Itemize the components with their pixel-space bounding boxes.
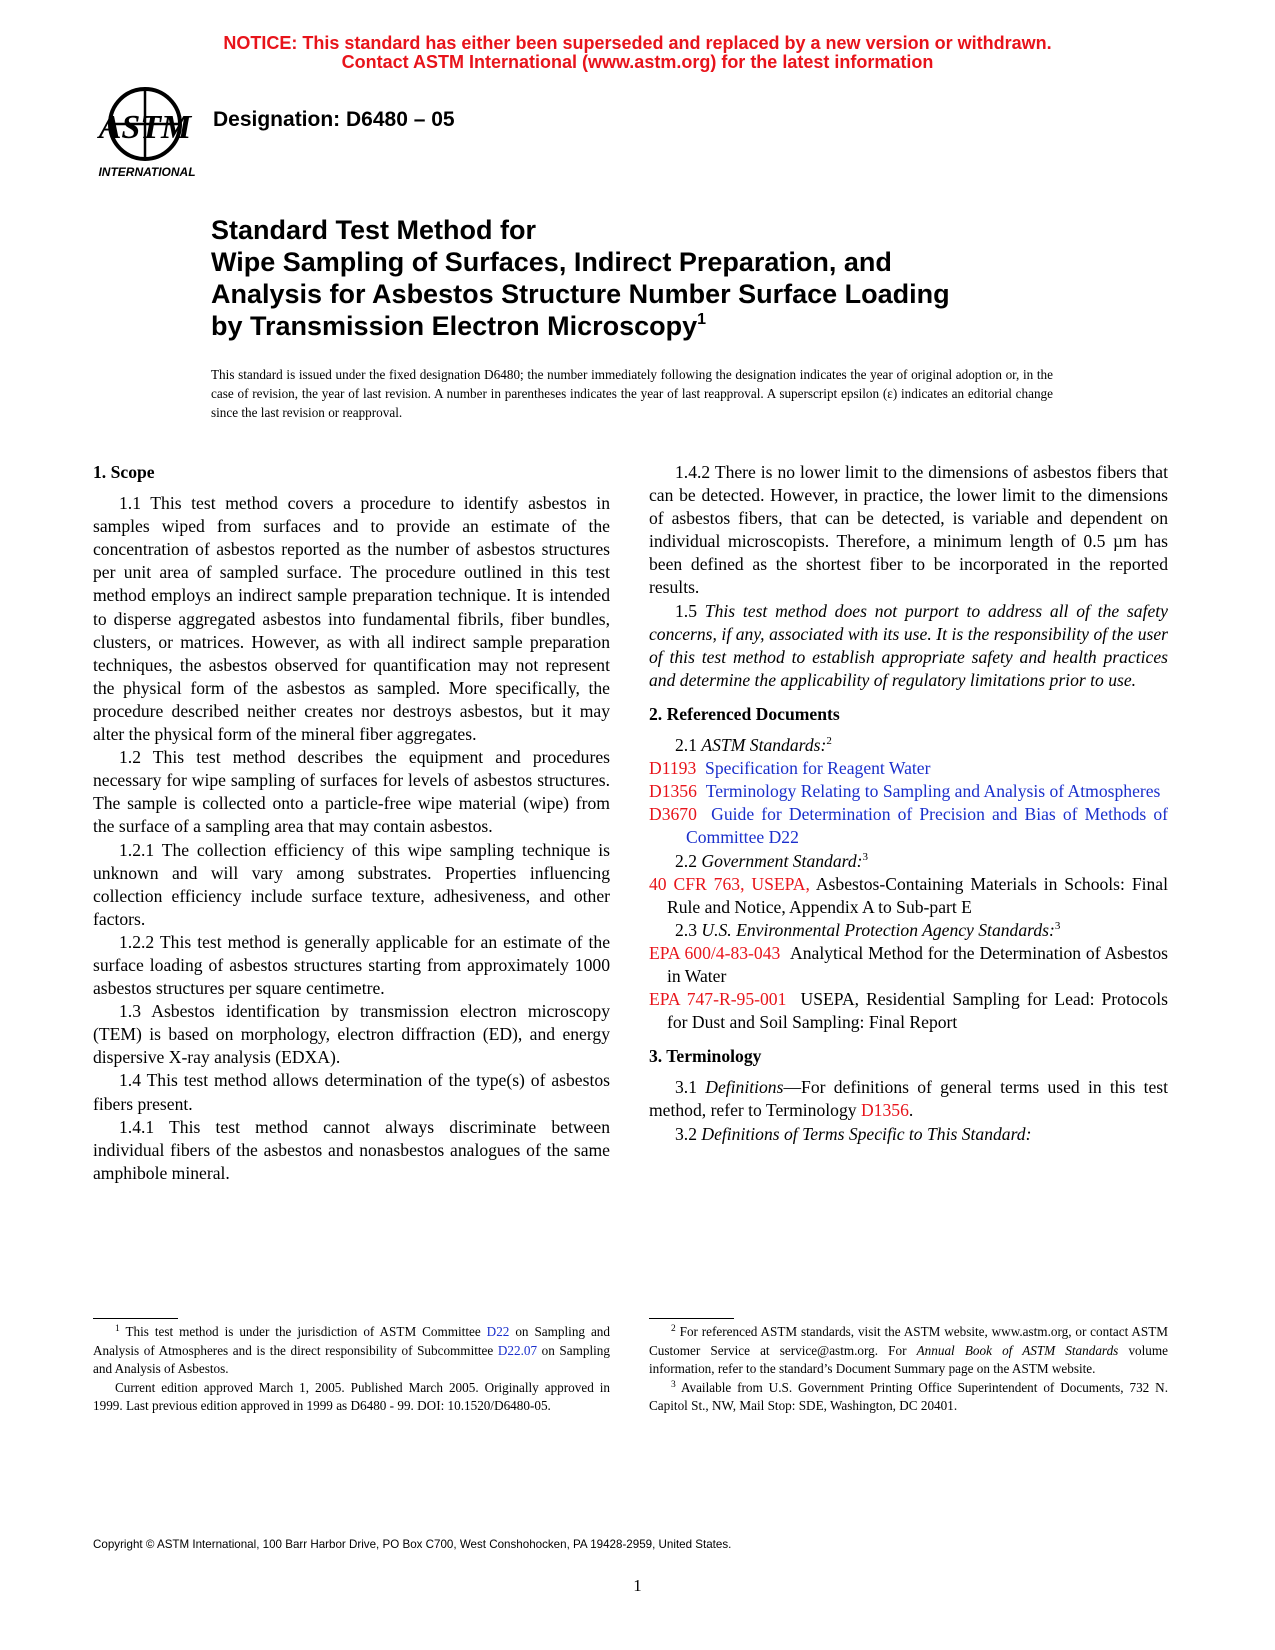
paragraph-2-2	[649, 850, 1168, 873]
footnote-1-text-c: on Sampling and Analysis of Asbestos.	[93, 1342, 610, 1376]
footnote-3-text: Available from U.S. Government Printing Office Superintendent of Documents, 732 N. Capitol St., NW, Mail Stop: SDE, Washington, DC 20401.	[649, 1379, 1168, 1413]
footnotes-left	[93, 1323, 610, 1416]
paragraph-3-1	[649, 1076, 1168, 1122]
title-line-4: by Transmission Electron Microscopy	[211, 311, 698, 341]
d3670-link[interactable]: D3670	[649, 804, 697, 825]
issued-note: This standard is issued under the fixed designation D6480; the number immediately following the designation indicates the year of original adoption or, in the case of revision, the year of last revision. A number in parentheses indicates the year of last reapproval. A superscript epsilon (ε) indicates an editorial change since the last revision or reapproval.	[211, 367, 1053, 420]
d1356-inline-link[interactable]: D1356	[860, 1100, 909, 1121]
d1193-title-link[interactable]: Specification for Reagent Water	[705, 758, 931, 779]
epa-600-link[interactable]: EPA 600/4-83-043	[649, 942, 781, 963]
d1356-title-link[interactable]: Terminology Relating to Sampling and Analysis of Atmospheres	[705, 781, 1161, 802]
paragraph-2-1-label: ASTM Standards:	[701, 735, 827, 756]
d3670-title-link[interactable]: Guide for Determination of Precision and Bias of Methods of Committee D22	[686, 804, 1169, 848]
footnote-2-text-a: For referenced ASTM standards, visit the ASTM website, www.astm.org, or contact ASTM Customer Service at service@astm.org. For	[649, 1324, 1169, 1358]
title-line-3: Analysis for Asbestos Structure Number Surface Loading	[211, 279, 950, 309]
title-line-2: Wipe Sampling of Surfaces, Indirect Preparation, and	[211, 247, 892, 277]
reference-epa-747	[649, 988, 1168, 1034]
d22-07-link[interactable]: D22.07	[497, 1342, 538, 1358]
copyright-line: Copyright © ASTM International, 100 Barr Harbor Drive, PO Box C700, West Conshohocken, PA 19428-2959, United States.	[93, 1538, 732, 1551]
footnote-ref-2: 2	[826, 735, 832, 748]
astm-international-logo	[95, 86, 199, 182]
page-number: 1	[633, 1576, 642, 1595]
footnote-2-mark: 2	[671, 1324, 676, 1334]
footnote-3	[649, 1379, 1168, 1416]
paragraph-3-2	[649, 1123, 1168, 1146]
epa-747-title: USEPA, Residential Sampling for Lead: Protocols for Dust and Soil Sampling: Final Report	[667, 989, 1168, 1033]
cfr-link[interactable]: 40 CFR 763, USEPA,	[649, 873, 810, 894]
reference-epa-600	[649, 942, 1168, 988]
paragraph-1-3: 1.3 Asbestos identification by transmission electron microscopy (TEM) is based on morphology, electron diffraction (ED), and energy dispersive X-ray analysis (EDXA).	[93, 1001, 610, 1068]
paragraph-2-3-number: 2.3	[675, 919, 702, 940]
footnote-1-edition: Current edition approved March 1, 2005. Published March 2005. Originally approved in 1999. Last previous edition approved in 1999 as D6480 - 99. DOI: 10.1520/D6480-05.	[93, 1379, 610, 1413]
paragraph-3-1-end: .	[908, 1100, 914, 1121]
footnote-divider-left	[93, 1318, 178, 1319]
reference-d3670	[649, 803, 1168, 849]
footnote-divider-right	[649, 1318, 734, 1319]
footnote-3-mark: 3	[671, 1379, 676, 1390]
document-title	[211, 214, 1111, 342]
reference-d1356	[649, 780, 1168, 803]
paragraph-3-1-label: Definitions	[705, 1077, 784, 1098]
paragraph-2-3-label: U.S. Environmental Protection Agency Standards:	[701, 919, 1055, 940]
footnote-ref-3: 3	[862, 850, 868, 863]
d1356-link[interactable]: D1356	[649, 781, 697, 802]
logo-subtitle-text: INTERNATIONAL	[98, 165, 196, 179]
footnote-ref-3b: 3	[1054, 919, 1061, 932]
paragraph-2-3	[649, 919, 1168, 942]
paragraph-2-2-label: Government Standard:	[701, 850, 863, 871]
paragraph-2-1	[649, 734, 1168, 757]
section-heading-scope: 1. Scope	[93, 462, 155, 482]
logo-brand-text: ASTM	[98, 109, 192, 146]
footnote-2-text-b: volume information, refer to the standard’s Document Summary page on the ASTM website.	[649, 1342, 1168, 1376]
section-heading-terminology: 3. Terminology	[649, 1046, 762, 1067]
paragraph-1-1: 1.1 This test method covers a procedure to identify asbestos in samples wiped from surfaces and to provide an estimate of the concentration of asbestos reported as the number of asbestos structures per unit area of sampled surface. The procedure outlined in this test method employs an indirect sample preparation technique. It is intended to disperse aggregated asbestos into fundamental fibrils, fiber bundles, clusters, or matrices. However, as with all indirect sample preparation techniques, the asbestos observed for quantification may not represent the physical form of the asbestos as sampled. More specifically, the procedure described neither creates nor destroys asbestos, but it may alter the physical form of the mineral fiber aggregates.	[93, 493, 610, 745]
paragraph-2-1-number: 2.1	[675, 735, 702, 756]
reference-40-cfr-763	[649, 873, 1168, 919]
paragraph-1-2-1: 1.2.1 The collection efficiency of this wipe sampling technique is unknown and will vary among substrates. Properties influencing collection efficiency include surface texture, adhesiveness, and other factors.	[93, 839, 610, 929]
notice-line-2: Contact ASTM International (www.astm.org) for the latest information	[341, 52, 934, 72]
designation: Designation: D6480 – 05	[213, 108, 455, 131]
section-heading-referenced-documents: 2. Referenced Documents	[649, 703, 840, 724]
paragraph-1-2: 1.2 This test method describes the equipment and procedures necessary for wipe sampling of surfaces for levels of asbestos structures. The sample is collected onto a particle-free wipe material (wipe) from the surface of a sampling area that may contain asbestos.	[93, 747, 610, 837]
footnotes-right	[649, 1323, 1168, 1416]
safety-caveat: This test method does not purport to address all of the safety concerns, if any, associated with its use. It is the responsibility of the user of this test method to establish appropriate safety and health practices and determine the applicability of regulatory limitations prior to use.	[649, 600, 1168, 690]
epa-600-title: Analytical Method for the Determination of Asbestos in Water	[667, 942, 1169, 986]
paragraph-1-4-1: 1.4.1 This test method cannot always discriminate between individual fibers of the asbestos and nonasbestos analogues of the same amphibole mineral.	[93, 1116, 610, 1183]
reference-d1193	[649, 757, 1168, 780]
footnote-1-mark: 1	[115, 1324, 120, 1334]
footnote-1-text-a: This test method is under the jurisdiction of ASTM Committee	[125, 1324, 487, 1339]
title-footnote-mark: 1	[697, 311, 707, 328]
footnote-2	[649, 1323, 1168, 1379]
epa-747-link[interactable]: EPA 747-R-95-001	[649, 989, 787, 1010]
left-column	[93, 461, 610, 1185]
paragraph-1-5	[649, 600, 1168, 692]
paragraph-3-2-number: 3.2	[675, 1123, 702, 1144]
paragraph-1-4: 1.4 This test method allows determination of the type(s) of asbestos fibers present.	[93, 1070, 610, 1114]
paragraph-3-1-text: —For definitions of general terms used in this test method, refer to Terminology	[649, 1077, 1169, 1121]
paragraph-1-5-number: 1.5	[675, 600, 705, 621]
d1193-link[interactable]: D1193	[649, 758, 697, 779]
footnote-2-book-title: Annual Book of ASTM Standards	[916, 1342, 1119, 1358]
footnote-1-text-b: on Sampling and Analysis of Atmospheres and is the direct responsibility of Subcommittee	[93, 1324, 610, 1358]
right-column	[649, 461, 1168, 1146]
supersede-notice	[0, 34, 1275, 72]
paragraph-3-1-number: 3.1	[675, 1077, 706, 1098]
paragraph-2-2-number: 2.2	[675, 850, 702, 871]
footnote-1	[93, 1323, 610, 1379]
notice-line-1: NOTICE: This standard has either been superseded and replaced by a new version or withdrawn.	[223, 33, 1052, 53]
d22-link[interactable]: D22	[486, 1324, 510, 1339]
paragraph-3-2-label: Definitions of Terms Specific to This Standard:	[701, 1123, 1032, 1144]
paragraph-1-2-2: 1.2.2 This test method is generally applicable for an estimate of the surface loading of asbestos structures starting from approximately 1000 asbestos structures per square centimetre.	[93, 931, 610, 999]
cfr-title: Asbestos-Containing Materials in Schools: Final Rule and Notice, Appendix A to Sub-part E	[667, 873, 1168, 917]
title-line-1: Standard Test Method for	[211, 215, 537, 245]
paragraph-1-4-2: 1.4.2 There is no lower limit to the dimensions of asbestos fibers that can be detected. However, in practice, the lower limit to the dimensions of asbestos fibers, that can be detected, is variable and dependent on individual microscopists. Therefore, a minimum length of 0.5 µm has been defined as the shortest fiber to be incorporated in the reported results.	[649, 462, 1168, 598]
